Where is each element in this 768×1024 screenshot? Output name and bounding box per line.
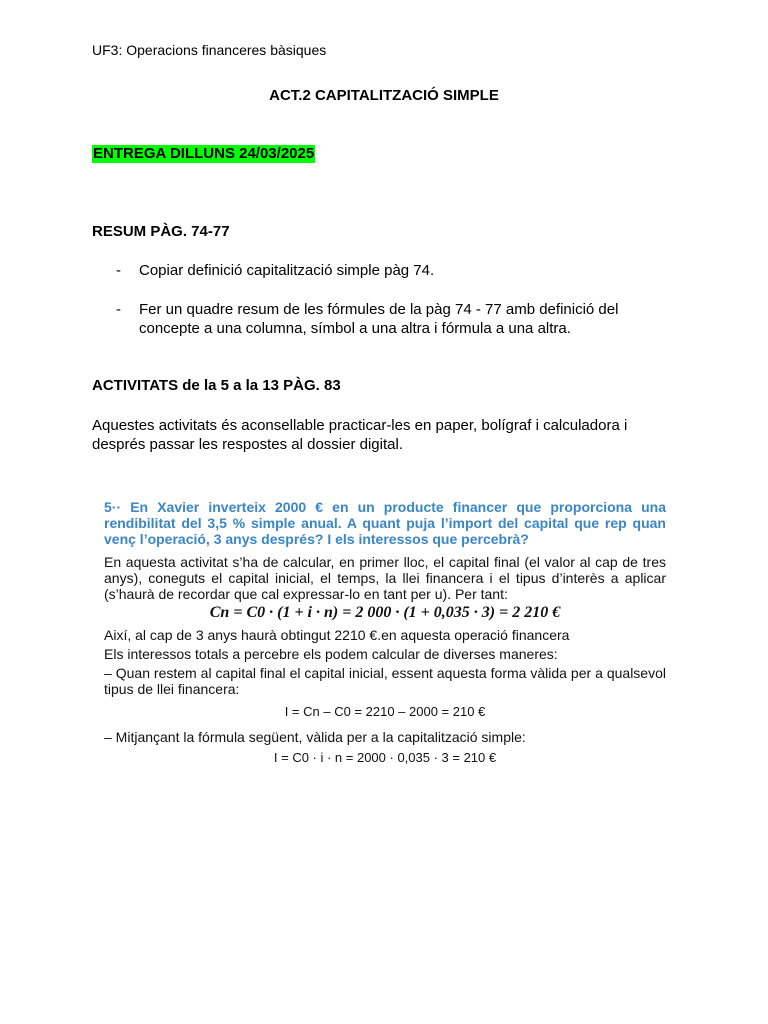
formula-capital-final: Cn = C0 · (1 + i · n) = 2 000 · (1 + 0,035 · 3) = 2 210 €: [209, 604, 561, 621]
exercise-paragraph-3: Els interessos totals a percebre els podem calcular de diverses maneres:: [104, 646, 558, 662]
exercise-paragraph-4: – Quan restem al capital final el capital inicial, essent aquesta forma vàlida per a qualsevol tipus de llei financera:: [104, 665, 666, 697]
formula-interessos-2: I = C0 · i · n = 2000 · 0,035 · 3 = 210 €: [273, 750, 497, 765]
page-title: ACT.2 CAPITALITZACIÓ SIMPLE: [269, 87, 499, 104]
exercise-paragraph-1: En aquesta activitat s’ha de calcular, en primer lloc, el capital final (el valor al cap de tres anys), coneguts el capital inicial, el temps, la llei financera i el tipus d’interès a aplicar (s’haurà de recordar que cal expressar-lo en tant per u). Per tant:: [104, 554, 666, 602]
document-header: UF3: Operacions financeres bàsiques: [92, 42, 327, 58]
exercise-question: 5·· En Xavier inverteix 2000 € en un producte financer que proporciona una rendibilitat del 3,5 % simple anual. A quant puja l’import del capital que rep quan venç l’operació, 3 anys després? I els interessos que percebrà?: [104, 499, 666, 547]
formula-interessos-1: I = Cn – C0 = 2210 – 2000 = 210 €: [284, 704, 486, 719]
exercise-paragraph-5: – Mitjançant la fórmula següent, vàlida per a la capitalització simple:: [104, 729, 526, 745]
bullet-dash: -: [116, 262, 121, 279]
exercise-block: [104, 499, 666, 765]
deadline-highlight: ENTREGA DILLUNS 24/03/2025: [93, 145, 315, 162]
activitats-heading: ACTIVITATS de la 5 a la 13 PÀG. 83: [92, 377, 341, 394]
bullet-dash: -: [116, 301, 121, 318]
resum-heading: RESUM PÀG. 74-77: [92, 223, 230, 240]
resum-bullet-2: Fer un quadre resum de les fórmules de la pàg 74 - 77 amb definició del concepte a una columna, símbol a una altra i fórmula a una altra.: [139, 301, 619, 337]
activitats-intro: Aquestes activitats és aconsellable practicar-les en paper, bolígraf i calculadora i després passar les respostes al dossier digital.: [92, 417, 628, 453]
exercise-paragraph-2: Així, al cap de 3 anys haurà obtingut 2210 €.en aquesta operació financera: [104, 627, 570, 643]
resum-bullet-1: Copiar definició capitalització simple pàg 74.: [139, 262, 435, 279]
